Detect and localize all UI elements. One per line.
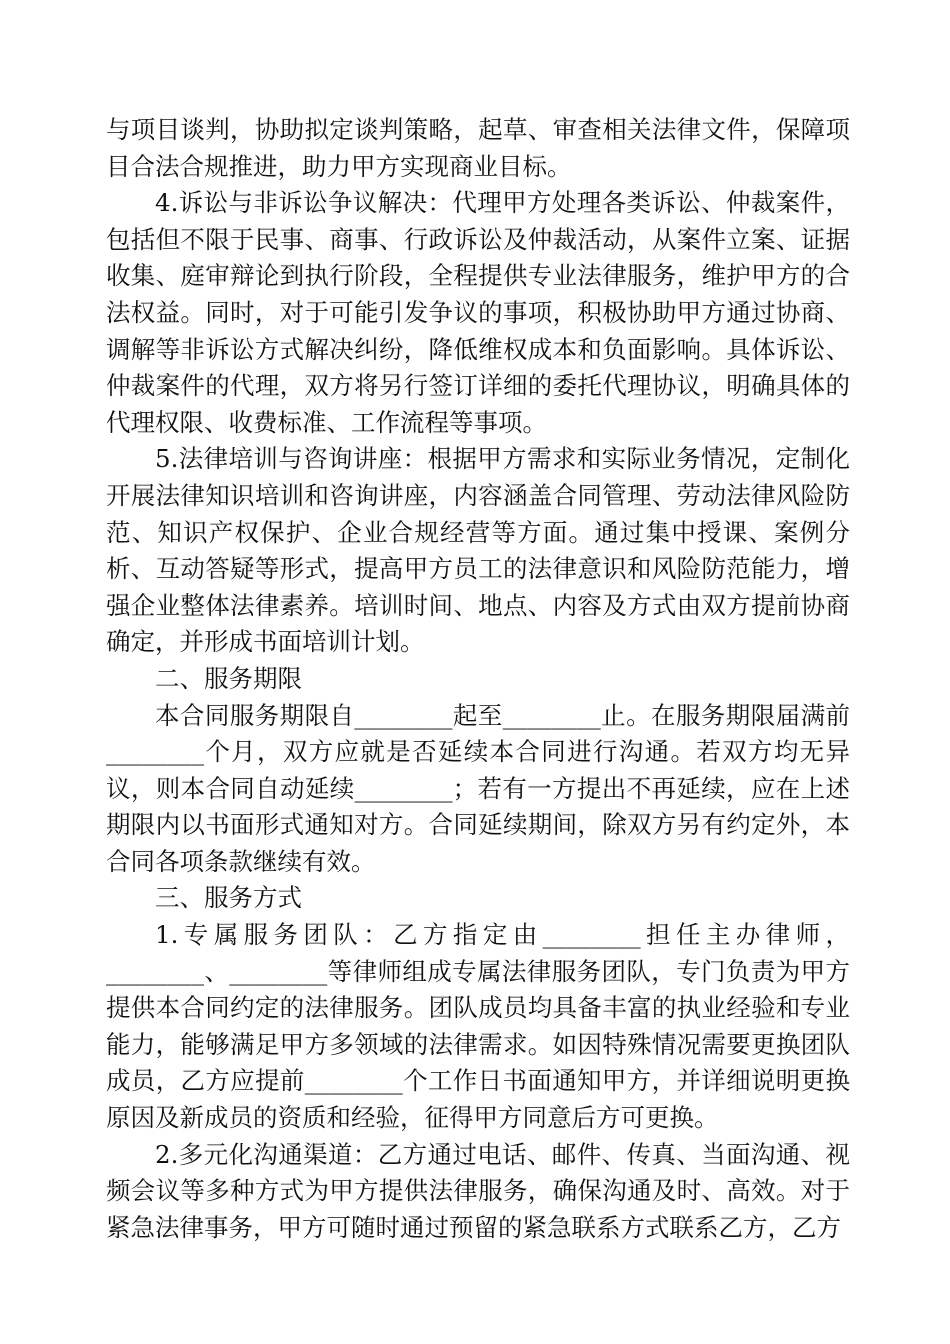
paragraph-service-term: 本合同服务期限自________起至________止。在服务期限届满前________个月，双方应就是否延续本合同进行沟通。若双方均无异议，则本合同自动延续________；若有一方提出不再延续，应在上述期限内以书面形式通知对方。合同延续期间，除双方另有约定外，本合同各项条款继续有效。 [106,700,850,876]
paragraph-litigation: 4.诉讼与非诉讼争议解决：代理甲方处理各类诉讼、仲裁案件，包括但不限于民事、商事、行政诉讼及仲裁活动，从案件立案、证据收集、庭审辩论到执行阶段，全程提供专业法律服务，维护甲方的合法权益。同时，对于可能引发争议的事项，积极协助甲方通过协商、调解等非诉讼方式解决纠纷，降低维权成本和负面影响。具体诉讼、仲裁案件的代理，双方将另行签订详细的委托代理协议，明确具体的代理权限、收费标准、工作流程等事项。 [106,188,850,437]
paragraph-service-team: 1.专属服务团队：乙方指定由________担任主办律师，________、________等律师组成专属法律服务团队，专门负责为甲方提供本合同约定的法律服务。团队成员均具备丰富的执业经验和专业能力，能够满足甲方多领域的法律需求。如因特殊情况需要更换团队成员，乙方应提前________个工作日书面通知甲方，并详细说明更换原因及新成员的资质和经验，征得甲方同意后方可更换。 [106,920,850,1133]
section-heading-service-term: 二、服务期限 [155,663,302,693]
section-heading-service-method: 三、服务方式 [155,883,302,913]
paragraph-communication-channels: 2.多元化沟通渠道：乙方通过电话、邮件、传真、当面沟通、视频会议等多种方式为甲方提供法律服务，确保沟通及时、高效。对于紧急法律事务，甲方可随时通过预留的紧急联系方式联系乙方，乙方 [106,1139,850,1242]
paragraph-training: 5.法律培训与咨询讲座：根据甲方需求和实际业务情况，定制化开展法律知识培训和咨询讲座，内容涵盖合同管理、劳动法律风险防范、知识产权保护、企业合规经营等方面。通过集中授课、案例分析、互动答疑等形式，提高甲方员工的法律意识和风险防范能力，增强企业整体法律素养。培训时间、地点、内容及方式由双方提前协商确定，并形成书面培训计划。 [106,444,850,657]
paragraph-continuation: 与项目谈判，协助拟定谈判策略，起草、审查相关法律文件，保障项目合法合规推进，助力甲方实现商业目标。 [106,115,850,181]
document-body [106,112,850,1246]
